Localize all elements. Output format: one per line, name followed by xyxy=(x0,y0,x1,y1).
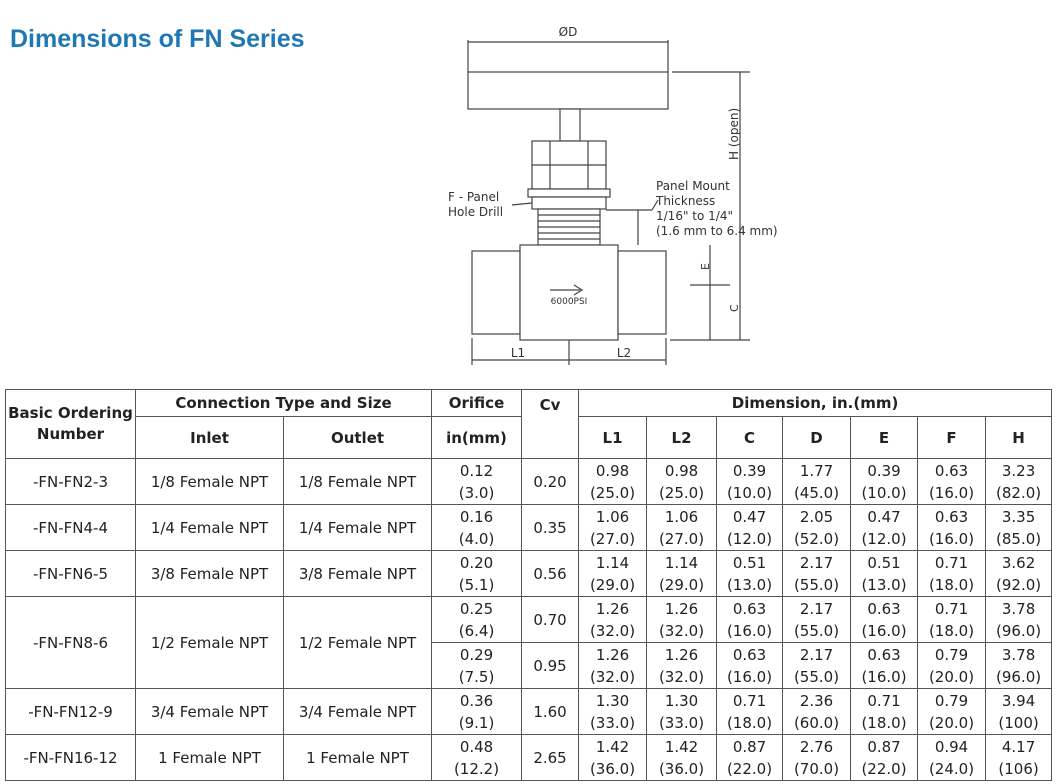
dim-l1-cell xyxy=(579,459,647,505)
header-basic-ordering-number: Basic Ordering Number xyxy=(6,390,136,459)
outlet-cell: 1/2 Female NPT xyxy=(284,597,432,689)
inlet-cell: 1/4 Female NPT xyxy=(136,505,284,551)
dim-f-cell xyxy=(918,551,986,597)
dim-f-in: 0.79 xyxy=(934,691,969,710)
dim-l1-in: 1.26 xyxy=(595,599,630,618)
dim-h-mm: (106) xyxy=(998,759,1039,778)
dim-e-mm: (10.0) xyxy=(861,483,907,502)
table-row xyxy=(6,459,1052,505)
dim-f-cell xyxy=(918,597,986,643)
dim-d-in: 2.76 xyxy=(799,737,834,756)
label-h-open: H (open) xyxy=(727,107,741,160)
dim-f-in: 0.63 xyxy=(934,461,969,480)
dim-c-mm: (10.0) xyxy=(726,483,773,502)
dim-d-mm: (55.0) xyxy=(793,667,840,686)
dim-e-in: 0.47 xyxy=(867,507,901,526)
dim-c-in: 0.71 xyxy=(732,691,767,710)
orifice-mm: (3.0) xyxy=(458,483,495,502)
dim-l1-in: 1.14 xyxy=(595,553,630,572)
dim-c-cell xyxy=(717,551,783,597)
dim-l1-cell xyxy=(579,597,647,643)
dim-f-in: 0.79 xyxy=(934,645,969,664)
header-orifice-unit: in(mm) xyxy=(432,417,522,459)
dim-e-in: 0.39 xyxy=(867,461,901,480)
header-e: E xyxy=(851,417,918,459)
dim-f-in: 0.71 xyxy=(934,599,969,618)
dim-c-mm: (16.0) xyxy=(726,667,773,686)
header-dimension: Dimension, in.(mm) xyxy=(579,390,1052,417)
dim-f-cell xyxy=(918,459,986,505)
dim-e-mm: (16.0) xyxy=(861,621,907,640)
dim-d-in: 2.36 xyxy=(799,691,834,710)
dim-h-in: 3.23 xyxy=(1001,461,1036,480)
dim-d-mm: (55.0) xyxy=(793,621,840,640)
header-cv: Cv xyxy=(522,390,579,459)
orifice-in: 0.36 xyxy=(459,691,494,710)
label-od: ØD xyxy=(558,25,578,39)
label-l2: L2 xyxy=(616,346,632,360)
outlet-cell: 1/4 Female NPT xyxy=(284,505,432,551)
dim-d-cell xyxy=(783,689,851,735)
dim-h-mm: (82.0) xyxy=(996,483,1042,502)
valve-dimension-drawing xyxy=(420,20,820,375)
dim-d-cell xyxy=(783,735,851,781)
dim-e-cell xyxy=(851,459,918,505)
dim-l2-mm: (32.0) xyxy=(658,667,705,686)
orifice-mm: (9.1) xyxy=(458,713,495,732)
inlet-cell: 3/4 Female NPT xyxy=(136,689,284,735)
orifice-cell xyxy=(432,735,522,781)
dim-f-cell xyxy=(918,505,986,551)
dim-e-cell xyxy=(851,643,918,689)
dim-d-in: 2.17 xyxy=(799,553,834,572)
dim-l1-in: 0.98 xyxy=(595,461,630,480)
dim-f-mm: (20.0) xyxy=(928,713,975,732)
ordering-number-cell: -FN-FN12-9 xyxy=(6,689,136,735)
orifice-in: 0.16 xyxy=(459,507,494,526)
header-l2: L2 xyxy=(647,417,717,459)
dim-l2-mm: (36.0) xyxy=(658,759,705,778)
dim-h-in: 3.94 xyxy=(1001,691,1036,710)
header-c: C xyxy=(717,417,783,459)
dim-h-cell xyxy=(986,689,1052,735)
dim-l2-cell xyxy=(647,689,717,735)
orifice-cell xyxy=(432,597,522,643)
dim-f-mm: (20.0) xyxy=(928,667,975,686)
dim-d-mm: (70.0) xyxy=(793,759,840,778)
dim-l2-cell xyxy=(647,643,717,689)
orifice-in: 0.48 xyxy=(459,737,494,756)
dim-l1-in: 1.26 xyxy=(595,645,630,664)
orifice-cell xyxy=(432,551,522,597)
header-outlet: Outlet xyxy=(284,417,432,459)
dim-l1-cell xyxy=(579,735,647,781)
dim-e-cell xyxy=(851,689,918,735)
dim-f-cell xyxy=(918,643,986,689)
dim-h-in: 4.17 xyxy=(1001,737,1036,756)
label-thickness-in: 1/16" to 1/4" xyxy=(656,209,733,223)
table-row xyxy=(6,505,1052,551)
label-l1: L1 xyxy=(510,346,526,360)
dim-l1-mm: (27.0) xyxy=(589,529,636,548)
dim-l2-in: 1.30 xyxy=(664,691,699,710)
dim-f-in: 0.71 xyxy=(934,553,969,572)
cv-cell: 0.95 xyxy=(522,643,579,689)
dim-e-cell xyxy=(851,551,918,597)
dim-c-cell xyxy=(717,689,783,735)
dim-l2-cell xyxy=(647,505,717,551)
dim-c-cell xyxy=(717,459,783,505)
cv-cell: 0.20 xyxy=(522,459,579,505)
dim-l2-in: 1.26 xyxy=(664,599,699,618)
dim-l2-mm: (33.0) xyxy=(658,713,705,732)
dim-e-in: 0.51 xyxy=(867,553,901,572)
label-e: E xyxy=(699,263,712,270)
dim-h-cell xyxy=(986,551,1052,597)
dim-c-cell xyxy=(717,643,783,689)
header-d: D xyxy=(783,417,851,459)
dim-l2-mm: (29.0) xyxy=(658,575,705,594)
dim-c-in: 0.47 xyxy=(732,507,767,526)
header-orifice: Orifice xyxy=(432,390,522,417)
header-h: H xyxy=(986,417,1052,459)
dim-h-in: 3.35 xyxy=(1001,507,1036,526)
cv-cell: 0.56 xyxy=(522,551,579,597)
dim-d-in: 1.77 xyxy=(799,461,834,480)
dim-h-mm: (85.0) xyxy=(996,529,1042,548)
table-row xyxy=(6,597,1052,643)
dim-d-mm: (55.0) xyxy=(793,575,840,594)
dim-d-in: 2.17 xyxy=(799,599,834,618)
dim-l1-cell xyxy=(579,689,647,735)
dim-h-mm: (96.0) xyxy=(996,621,1042,640)
dim-c-in: 0.51 xyxy=(732,553,767,572)
label-f-panel: F - Panel xyxy=(448,190,500,204)
orifice-in: 0.25 xyxy=(459,599,494,618)
outlet-cell: 3/4 Female NPT xyxy=(284,689,432,735)
inlet-cell: 1 Female NPT xyxy=(136,735,284,781)
dim-d-cell xyxy=(783,551,851,597)
dim-e-mm: (16.0) xyxy=(861,667,907,686)
orifice-mm: (7.5) xyxy=(458,667,495,686)
dim-e-in: 0.71 xyxy=(867,691,901,710)
header-l1: L1 xyxy=(579,417,647,459)
dim-e-mm: (13.0) xyxy=(861,575,907,594)
dim-d-mm: (52.0) xyxy=(793,529,840,548)
dim-d-in: 2.05 xyxy=(799,507,834,526)
dim-d-cell xyxy=(783,597,851,643)
label-thickness: Thickness xyxy=(656,194,716,208)
dim-f-mm: (18.0) xyxy=(928,621,975,640)
dim-c-cell xyxy=(717,505,783,551)
dim-c-mm: (22.0) xyxy=(726,759,773,778)
orifice-in: 0.12 xyxy=(459,461,494,480)
dim-e-in: 0.63 xyxy=(867,599,901,618)
cv-cell: 0.70 xyxy=(522,597,579,643)
dim-e-cell xyxy=(851,735,918,781)
dim-h-cell xyxy=(986,735,1052,781)
dim-d-in: 2.17 xyxy=(799,645,834,664)
dim-h-cell xyxy=(986,597,1052,643)
dim-l1-mm: (32.0) xyxy=(589,667,636,686)
dim-l2-in: 1.06 xyxy=(664,507,699,526)
dim-c-mm: (13.0) xyxy=(726,575,773,594)
dim-l2-in: 1.14 xyxy=(664,553,699,572)
ordering-number-cell: -FN-FN4-4 xyxy=(6,505,136,551)
dim-f-cell xyxy=(918,735,986,781)
body-marking: 6000PSI xyxy=(550,297,588,307)
dim-c-in: 0.63 xyxy=(732,599,767,618)
dim-l2-cell xyxy=(647,459,717,505)
orifice-mm: (4.0) xyxy=(458,529,495,548)
dim-h-in: 3.78 xyxy=(1001,645,1036,664)
dim-h-in: 3.62 xyxy=(1001,553,1036,572)
dim-l2-in: 0.98 xyxy=(664,461,699,480)
dim-l1-mm: (29.0) xyxy=(589,575,636,594)
outlet-cell: 1 Female NPT xyxy=(284,735,432,781)
orifice-cell xyxy=(432,459,522,505)
outlet-cell: 3/8 Female NPT xyxy=(284,551,432,597)
dim-c-cell xyxy=(717,735,783,781)
dim-c-mm: (16.0) xyxy=(726,621,773,640)
ordering-number-cell: -FN-FN8-6 xyxy=(6,597,136,689)
dim-e-mm: (12.0) xyxy=(861,529,907,548)
dim-d-mm: (45.0) xyxy=(793,483,840,502)
dim-l2-in: 1.42 xyxy=(664,737,699,756)
ordering-number-cell: -FN-FN16-12 xyxy=(6,735,136,781)
dim-f-in: 0.94 xyxy=(934,737,969,756)
dim-l1-cell xyxy=(579,551,647,597)
dim-d-mm: (60.0) xyxy=(793,713,840,732)
orifice-in: 0.20 xyxy=(459,553,494,572)
dim-l1-cell xyxy=(579,643,647,689)
table-row xyxy=(6,735,1052,781)
orifice-in: 0.29 xyxy=(459,645,494,664)
dim-l1-cell xyxy=(579,505,647,551)
orifice-cell xyxy=(432,643,522,689)
table-row xyxy=(6,689,1052,735)
dim-h-mm: (100) xyxy=(998,713,1039,732)
dim-l2-cell xyxy=(647,735,717,781)
inlet-cell: 1/8 Female NPT xyxy=(136,459,284,505)
dim-l2-mm: (27.0) xyxy=(658,529,705,548)
ordering-number-cell: -FN-FN2-3 xyxy=(6,459,136,505)
header-inlet: Inlet xyxy=(136,417,284,459)
dim-f-in: 0.63 xyxy=(934,507,969,526)
label-thickness-mm: (1.6 mm to 6.4 mm) xyxy=(656,224,778,238)
dim-l1-in: 1.06 xyxy=(595,507,630,526)
dim-f-cell xyxy=(918,689,986,735)
dim-c-cell xyxy=(717,597,783,643)
cv-cell: 1.60 xyxy=(522,689,579,735)
dim-f-mm: (16.0) xyxy=(928,483,975,502)
dim-h-cell xyxy=(986,505,1052,551)
label-panel-mount: Panel Mount xyxy=(656,179,730,193)
dim-h-mm: (96.0) xyxy=(996,667,1042,686)
dim-h-cell xyxy=(986,643,1052,689)
dim-f-mm: (16.0) xyxy=(928,529,975,548)
dim-c-in: 0.87 xyxy=(732,737,767,756)
dim-l1-mm: (33.0) xyxy=(589,713,636,732)
dim-l2-cell xyxy=(647,597,717,643)
dim-l1-mm: (25.0) xyxy=(589,483,636,502)
inlet-cell: 3/8 Female NPT xyxy=(136,551,284,597)
dim-l1-in: 1.42 xyxy=(595,737,630,756)
orifice-mm: (6.4) xyxy=(458,621,495,640)
dim-l2-cell xyxy=(647,551,717,597)
dim-d-cell xyxy=(783,505,851,551)
cv-cell: 2.65 xyxy=(522,735,579,781)
dim-l2-in: 1.26 xyxy=(664,645,699,664)
dim-f-mm: (24.0) xyxy=(928,759,975,778)
header-connection: Connection Type and Size xyxy=(136,390,432,417)
dim-e-cell xyxy=(851,505,918,551)
dim-h-cell xyxy=(986,459,1052,505)
dim-c-mm: (18.0) xyxy=(726,713,773,732)
orifice-mm: (5.1) xyxy=(458,575,495,594)
label-c: C xyxy=(728,304,741,312)
dim-c-in: 0.39 xyxy=(732,461,767,480)
dim-e-in: 0.63 xyxy=(867,645,901,664)
dim-e-in: 0.87 xyxy=(867,737,901,756)
dim-d-cell xyxy=(783,643,851,689)
dim-h-in: 3.78 xyxy=(1001,599,1036,618)
inlet-cell: 1/2 Female NPT xyxy=(136,597,284,689)
orifice-cell xyxy=(432,689,522,735)
dim-l1-mm: (32.0) xyxy=(589,621,636,640)
label-hole-drill: Hole Drill xyxy=(448,205,504,219)
dim-h-mm: (92.0) xyxy=(996,575,1042,594)
dim-d-cell xyxy=(783,459,851,505)
dim-c-mm: (12.0) xyxy=(726,529,773,548)
dim-c-in: 0.63 xyxy=(732,645,767,664)
dim-f-mm: (18.0) xyxy=(928,575,975,594)
dimension-table xyxy=(5,389,1052,781)
dim-l2-mm: (25.0) xyxy=(658,483,705,502)
dim-e-mm: (18.0) xyxy=(861,713,907,732)
dim-l1-mm: (36.0) xyxy=(589,759,636,778)
header-f: F xyxy=(918,417,986,459)
outlet-cell: 1/8 Female NPT xyxy=(284,459,432,505)
table-row xyxy=(6,551,1052,597)
dim-l1-in: 1.30 xyxy=(595,691,630,710)
orifice-cell xyxy=(432,505,522,551)
dim-e-mm: (22.0) xyxy=(861,759,907,778)
page-title: Dimensions of FN Series xyxy=(10,25,305,53)
cv-cell: 0.35 xyxy=(522,505,579,551)
dim-e-cell xyxy=(851,597,918,643)
orifice-mm: (12.2) xyxy=(453,759,500,778)
dim-l2-mm: (32.0) xyxy=(658,621,705,640)
ordering-number-cell: -FN-FN6-5 xyxy=(6,551,136,597)
